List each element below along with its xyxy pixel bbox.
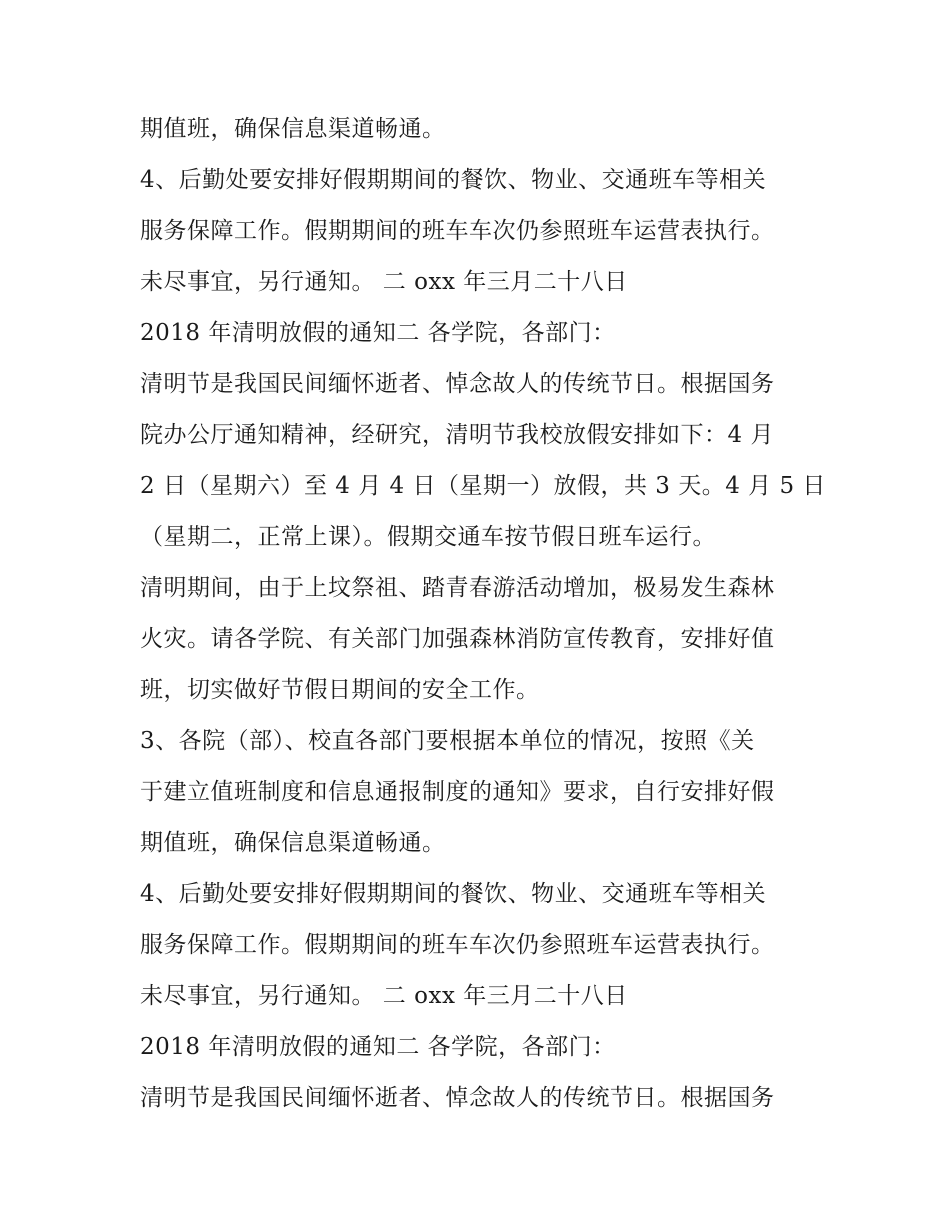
text-line: 2 日（星期六）至 4 月 4 日（星期一）放假，共 3 天。4 月 5 日 bbox=[140, 473, 826, 499]
text-line: 于建立值班制度和信息通报制度的通知》要求，自行安排好假 bbox=[140, 779, 775, 805]
text-line: 火灾。请各学院、有关部门加强森林消防宣传教育，安排好值 bbox=[140, 626, 775, 652]
text-line: 期值班，确保信息渠道畅通。 bbox=[140, 830, 446, 856]
text-line: 2018 年清明放假的通知二 各学院，各部门： bbox=[140, 320, 616, 346]
text-line: 清明节是我国民间缅怀逝者、悼念故人的传统节日。根据国务 bbox=[140, 371, 775, 397]
text-line: 服务保障工作。假期期间的班车车次仍参照班车运营表执行。 bbox=[140, 218, 775, 244]
text-line: 3、各院（部）、校直各部门要根据本单位的情况，按照《关 bbox=[140, 728, 755, 754]
text-line: 4、后勤处要安排好假期期间的餐饮、物业、交通班车等相关 bbox=[140, 167, 767, 193]
text-line: 清明期间，由于上坟祭祖、踏青春游活动增加，极易发生森林 bbox=[140, 575, 775, 601]
text-line: 4、后勤处要安排好假期期间的餐饮、物业、交通班车等相关 bbox=[140, 881, 767, 907]
text-line: 院办公厅通知精神，经研究，清明节我校放假安排如下：4 月 bbox=[140, 422, 774, 448]
text-line: 服务保障工作。假期期间的班车车次仍参照班车运营表执行。 bbox=[140, 932, 775, 958]
text-line: 班，切实做好节假日期间的安全工作。 bbox=[140, 677, 540, 703]
text-line: 未尽事宜，另行通知。 二 oxx 年三月二十八日 bbox=[140, 983, 628, 1009]
text-line: 期值班，确保信息渠道畅通。 bbox=[140, 116, 446, 142]
text-line: 清明节是我国民间缅怀逝者、悼念故人的传统节日。根据国务 bbox=[140, 1085, 775, 1111]
text-line: 未尽事宜，另行通知。 二 oxx 年三月二十八日 bbox=[140, 269, 628, 295]
text-line: 2018 年清明放假的通知二 各学院，各部门： bbox=[140, 1034, 616, 1060]
text-line: （星期二，正常上课）。假期交通车按节假日班车运行。 bbox=[140, 524, 716, 550]
document-body bbox=[140, 104, 830, 1124]
